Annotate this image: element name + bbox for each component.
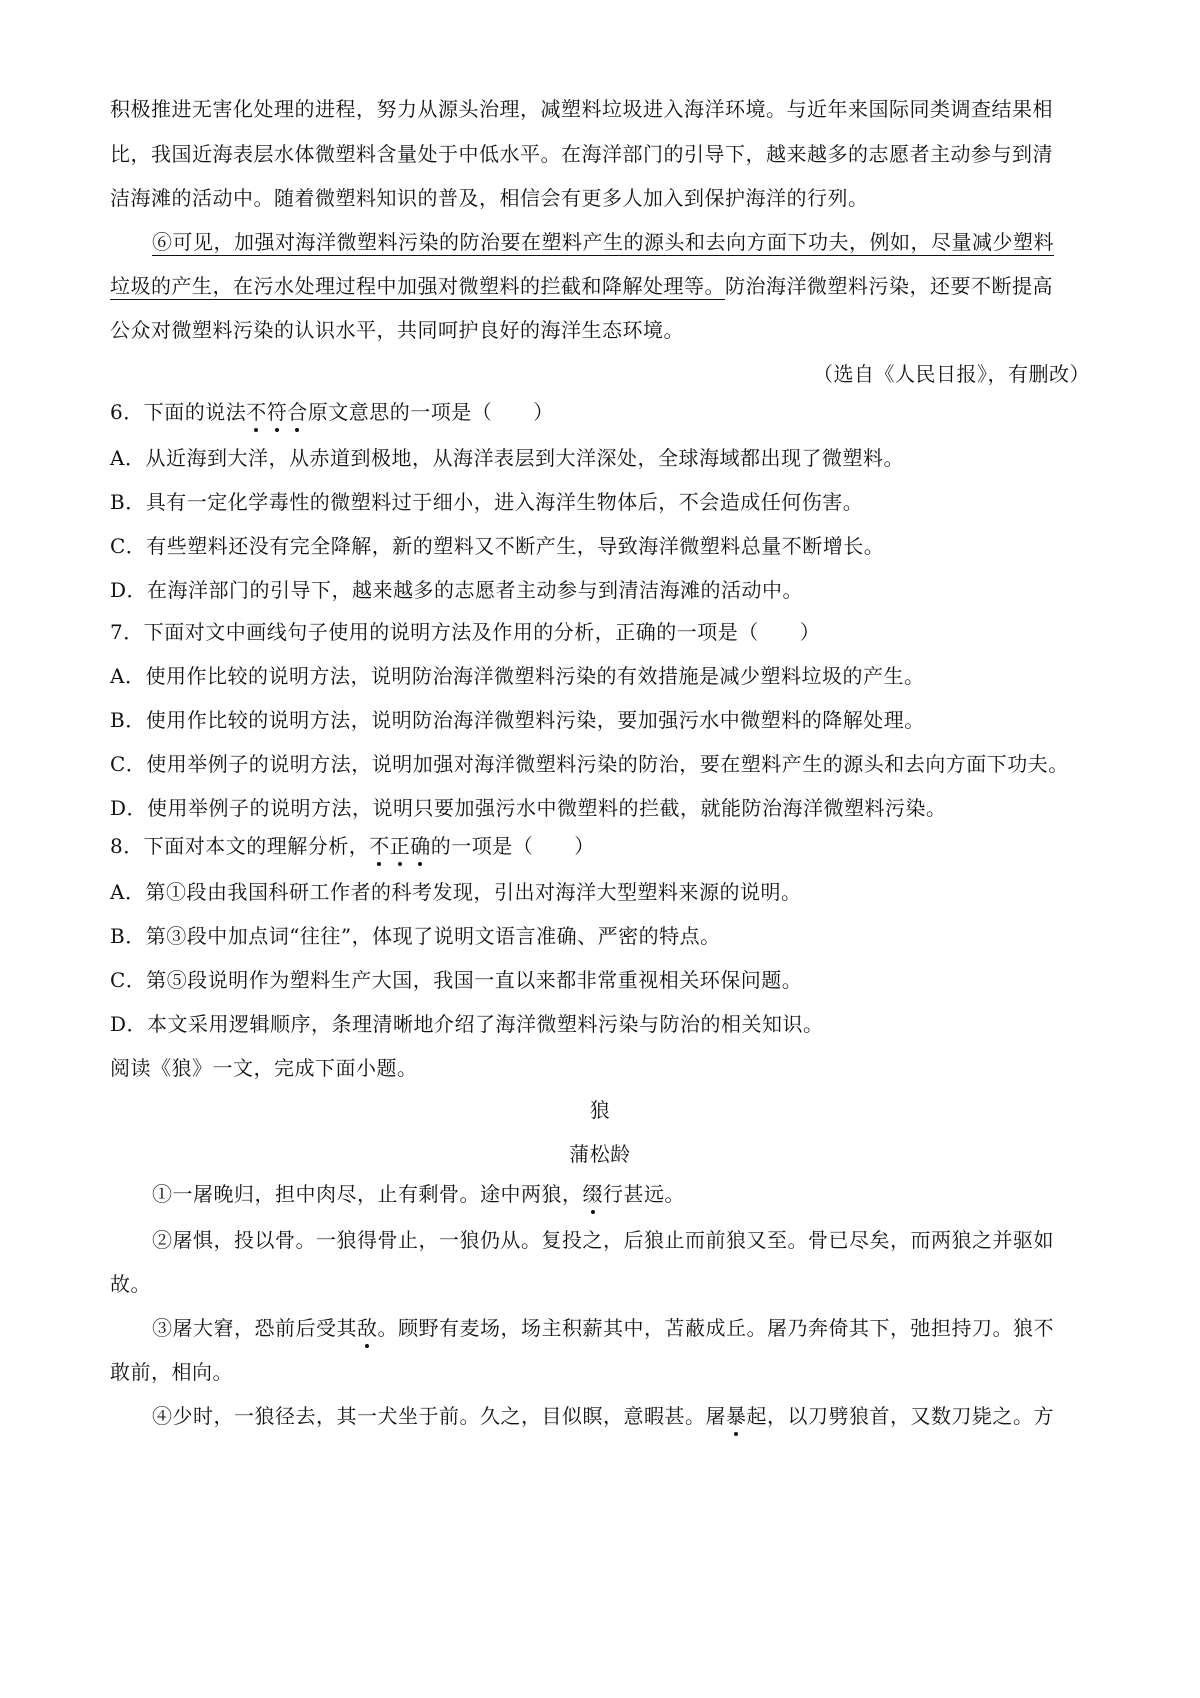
text-line: 故。 (110, 1272, 151, 1296)
text-span: ③屠大窘，恐前后受其 (152, 1316, 357, 1340)
option-a: A．从近海到大洋，从赤道到极地，从海洋表层到大洋深处，全球海域都出现了微塑料。 (110, 446, 904, 470)
question-6-stem (110, 398, 1090, 426)
passage-paragraph-4 (152, 1402, 1132, 1430)
emphasis-char: 符 (266, 400, 288, 424)
text-span: 。顾野有麦场，场主积薪其中，苫蔽成丘。屠乃奔倚其下，弛担持刀。狼不 (377, 1316, 1054, 1340)
stem-text: 原文意思的一项是（ ） (307, 400, 554, 424)
passage-title: 狼 (589, 1098, 611, 1122)
option-b: B．具有一定化学毒性的微塑料过于细小，进入海洋生物体后，不会造成任何伤害。 (110, 490, 864, 514)
option-b: B．使用作比较的说明方法，说明防治海洋微塑料污染，要加强污水中微塑料的降解处理。 (110, 708, 925, 732)
text-line: 公众对微塑料污染的认识水平，共同呵护良好的海洋生态环境。 (110, 318, 684, 342)
option-d: D．本文采用逻辑顺序，条理清晰地介绍了海洋微塑料污染与防治的相关知识。 (110, 1012, 824, 1036)
stem-text: 8．下面对本文的理解分析， (110, 834, 370, 858)
reading-intro: 阅读《狼》一文，完成下面小题。 (110, 1056, 418, 1080)
text-line: 敢前，相向。 (110, 1360, 233, 1384)
passage-paragraph-1 (152, 1180, 1132, 1208)
option-d: D．使用举例子的说明方法，说明只要加强污水中微塑料的拦截，就能防治海洋微塑料污染。 (110, 796, 947, 820)
passage-author: 蒲松龄 (569, 1142, 631, 1166)
source-note: （选自《人民日报》，有删改） (813, 362, 1090, 386)
text-line: 比，我国近海表层水体微塑料含量处于中低水平。在海洋部门的引导下，越来越多的志愿者主动参与到清 (110, 142, 1053, 166)
option-a: A．使用作比较的说明方法，说明防治海洋微塑料污染的有效措施是减少塑料垃圾的产生。 (110, 664, 925, 688)
option-c: C．第⑤段说明作为塑料生产大国，我国一直以来都非常重视相关环保问题。 (110, 968, 803, 992)
option-c: C．有些塑料还没有完全降解，新的塑料又不断产生，导致海洋微塑料总量不断增长。 (110, 534, 885, 558)
option-a: A．第①段由我国科研工作者的科考发现，引出对海洋大型塑料来源的说明。 (110, 880, 802, 904)
emphasis-char: 不 (369, 834, 390, 858)
emphasis-char: 缀 (582, 1182, 603, 1206)
stem-text: 6．下面的说法 (110, 400, 247, 424)
option-b: B．第③段中加点词“往往”，体现了说明文语言准确、严密的特点。 (110, 924, 721, 948)
emphasis-char: 暴 (726, 1404, 747, 1428)
question-8-stem (110, 832, 1090, 860)
text-span: 防治海洋微塑料污染，还要不断提高 (725, 274, 1053, 298)
emphasis-char: 敌 (357, 1316, 378, 1340)
option-c: C．使用举例子的说明方法，说明加强对海洋微塑料污染的防治，要在塑料产生的源头和去向方面下功夫。 (110, 752, 1069, 776)
text-span: ①一屠晚归，担中肉尽，止有剩骨。途中两狼， (152, 1182, 583, 1206)
option-d: D．在海洋部门的引导下，越来越多的志愿者主动参与到清洁海滩的活动中。 (110, 578, 804, 602)
underlined-sentence: 垃圾的产生，在污水处理过程中加强对微塑料的拦截和降解处理等。 (110, 274, 725, 298)
text-span: 行甚远。 (603, 1182, 685, 1206)
text-line: 积极推进无害化处理的进程，努力从源头治理，减塑料垃圾进入海洋环境。与近年来国际同类调查结果相 (110, 97, 1053, 121)
passage-paragraph-2: ②屠惧，投以骨。一狼得骨止，一狼仍从。复投之，后狼止而前狼又至。骨已尽矣，而两狼之并驱如 (152, 1228, 1054, 1252)
emphasis-char: 正 (389, 834, 411, 858)
text-line: 洁海滩的活动中。随着微塑料知识的普及，相信会有更多人加入到保护海洋的行列。 (110, 186, 869, 210)
text-span: ④少时，一狼径去，其一犬坐于前。久之，目似瞑，意暇甚。屠 (152, 1404, 726, 1428)
underlined-sentence: ⑥可见，加强对海洋微塑料污染的防治要在塑料产生的源头和去向方面下功夫，例如，尽量减少塑料 (152, 230, 1054, 254)
text-span: 起，以刀劈狼首，又数刀毙之。方 (746, 1404, 1054, 1428)
stem-text: 的一项是（ ） (430, 834, 595, 858)
text-line (110, 272, 1090, 300)
passage-paragraph-3 (152, 1314, 1132, 1342)
emphasis-char: 合 (287, 400, 308, 424)
question-7-stem: 7．下面对文中画线句子使用的说明方法及作用的分析，正确的一项是（ ） (110, 620, 821, 644)
emphasis-char: 确 (410, 834, 431, 858)
emphasis-char: 不 (246, 400, 267, 424)
